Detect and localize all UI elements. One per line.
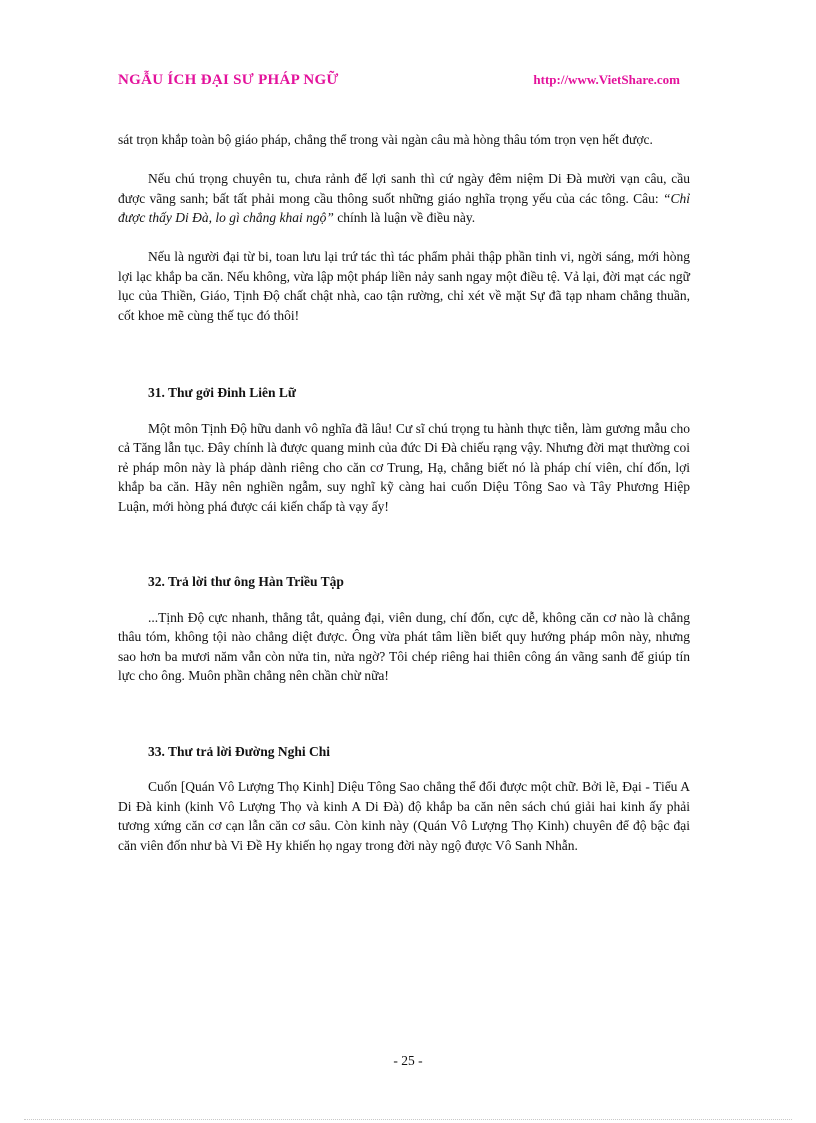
paragraph-2-quote: “Chỉ được thấy Di Đà, lo gì chẳng khai ngộ” — [118, 190, 690, 225]
section-spacer — [118, 686, 690, 742]
paragraph-2-text-b: chính là luận về điều này. — [333, 210, 476, 225]
paragraph-2 — [118, 169, 690, 228]
section-33-heading: 33. Thư trả lời Đường Nghi Chi — [148, 743, 331, 759]
section-31-body: Một môn Tịnh Độ hữu danh vô nghĩa đã lâu! Cư sĩ chú trọng tu hành thực tiễn, làm gương mẫu cho cả Tăng lẫn tục. Đây chính là được quang minh của đức Di Đà chiếu rạng vậy. Nhưng đời mạt thường coi rẻ pháp môn này là pháp dành riêng cho căn cơ Trung, Hạ, chẳng biết nó là pháp chí viên, chí đốn, lợi khắp ba căn. Hãy nên nghiền ngẫm, suy nghĩ kỹ càng hai cuốn Diệu Tông Sao và Tây Phương Hiệp Luận, mới hòng phá được cái kiến chấp tà vạy ấy! — [118, 420, 690, 514]
page-content — [118, 130, 690, 855]
section-spacer — [118, 325, 690, 383]
paragraph-3: Nếu là người đại từ bi, toan lưu lại trứ tác thì tác phẩm phải thập phần tinh vi, ngời sáng, mới hòng lợi lạc khắp ba căn. Nếu không, vừa lập một pháp liền nảy sanh ngay một điều tệ. Vả lại, đời mạt các ngữ lục của Thiền, Giáo, Tịnh Độ chất chật nhà, cao tận rường, chỉ xét về mặt Sự đã tạp nham chẳng thuần, cốt khoe mẽ cùng thế tục đó thôi! — [118, 249, 690, 323]
footer-divider — [24, 1119, 792, 1120]
website-url[interactable]: http://www.VietShare.com — [533, 72, 680, 87]
paragraph-2-text-a: Nếu chú trọng chuyên tu, chưa rảnh để lợi sanh thì cứ ngày đêm niệm Di Đà mười vạn câu, cầu được vãng sanh; bất tất phải mong cầu thông suốt những giáo nghĩa trọng yếu của các tông. Câu: — [118, 171, 690, 206]
section-31-heading: 31. Thư gởi Đinh Liên Lữ — [148, 385, 296, 400]
section-spacer — [118, 516, 690, 572]
page-header — [118, 72, 680, 89]
section-33-body: Cuốn [Quán Vô Lượng Thọ Kinh] Diệu Tông Sao chẳng thể đổi được một chữ. Bởi lẽ, Đại - Tiểu A Di Đà kinh (kinh Vô Lượng Thọ và kinh A Di Đà) độ khắp ba căn nên sách chú giải hai kinh ấy phải tương xứng căn cơ cạn lẫn căn cơ sâu. Còn kinh này (Quán Vô Lượng Thọ Kinh) chuyên để độ bậc đại căn viên đốn như bà Vi Đề Hy khiến họ ngay trong đời này ngộ được Vô Sanh Nhẫn. — [118, 779, 690, 853]
book-title: NGẪU ÍCH ĐẠI SƯ PHÁP NGỮ — [118, 72, 339, 88]
section-32-body: ...Tịnh Độ cực nhanh, thẳng tắt, quảng đại, viên dung, chí đốn, cực dễ, không căn cơ nào là chẳng thâu tóm, không tội nào chẳng diệt được. Ông vừa phát tâm liền biết quy hướng pháp môn này, nhưng sao hơn ba mươi năm vẫn còn nửa tin, nửa ngờ? Tôi chép riêng hai thiên công án vãng sanh để giúp tín lực cho ông. Muôn phần chẳng nên chần chừ nữa! — [118, 609, 690, 683]
section-32-heading: 32. Trả lời thư ông Hàn Triều Tập — [148, 574, 344, 589]
paragraph-continued: sát trọn khắp toàn bộ giáo pháp, chẳng thể trong vài ngàn câu mà hòng thâu tóm trọn vẹn hết được. — [118, 132, 653, 147]
page-number: - 25 - — [393, 1053, 423, 1068]
